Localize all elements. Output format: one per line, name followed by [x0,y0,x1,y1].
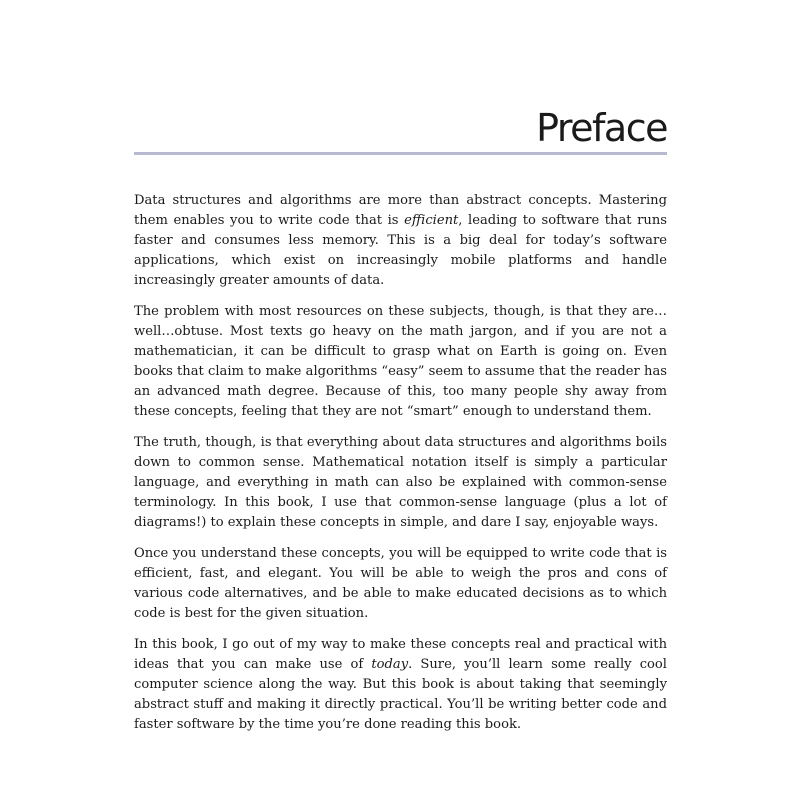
paragraph-3: The truth, though, is that everything about data structures and algorithms boils down to common sense. Mathematical notation itself is simply a particular language, and everything in math can also be explained with common-sense terminology. In this book, I use that common-sense language (plus a lot of diagrams!) to explain these concepts in simple, and dare I say, enjoyable ways. [134,435,667,530]
chapter-title: Preface [536,106,667,150]
paragraph-2: The problem with most resources on these subjects, though, is that they are…well…obtuse. Most texts go heavy on the math jargon, and if you are not a mathematician, it can be difficult to grasp what on Earth is going on. Even books that claim to make algorithms “easy” seem to assume that the reader has an advanced math degree. Because of this, too many people shy away from these concepts, feeling that they are not “smart” enough to understand them. [134,304,667,419]
paragraph-4: Once you understand these concepts, you will be equipped to write code that is efficient, fast, and elegant. You will be able to weigh the pros and cons of various code alternatives, and be able to make educated decisions as to which code is best for the given situation. [134,546,667,621]
paragraph-1: Data structures and algorithms are more than abstract concepts. Mastering them enables you to write code that is efficient, leading to software that runs faster and consumes less memory. This is a big deal for today’s software applications, which exist on increasingly mobile platforms and handle increasingly greater amounts of data. [134,193,667,288]
emphasized-text: efficient [404,213,459,228]
title-rule [134,152,667,155]
body-text [134,191,667,746]
emphasized-text: today [371,657,409,672]
paragraph-5: In this book, I go out of my way to make these concepts real and practical with ideas that you can make use of today. Sure, you’ll learn some really cool computer science along the way. But this book is about taking that seemingly abstract stuff and making it directly practical. You’ll be writing better code and faster software by the time you’re done reading this book. [134,637,667,732]
